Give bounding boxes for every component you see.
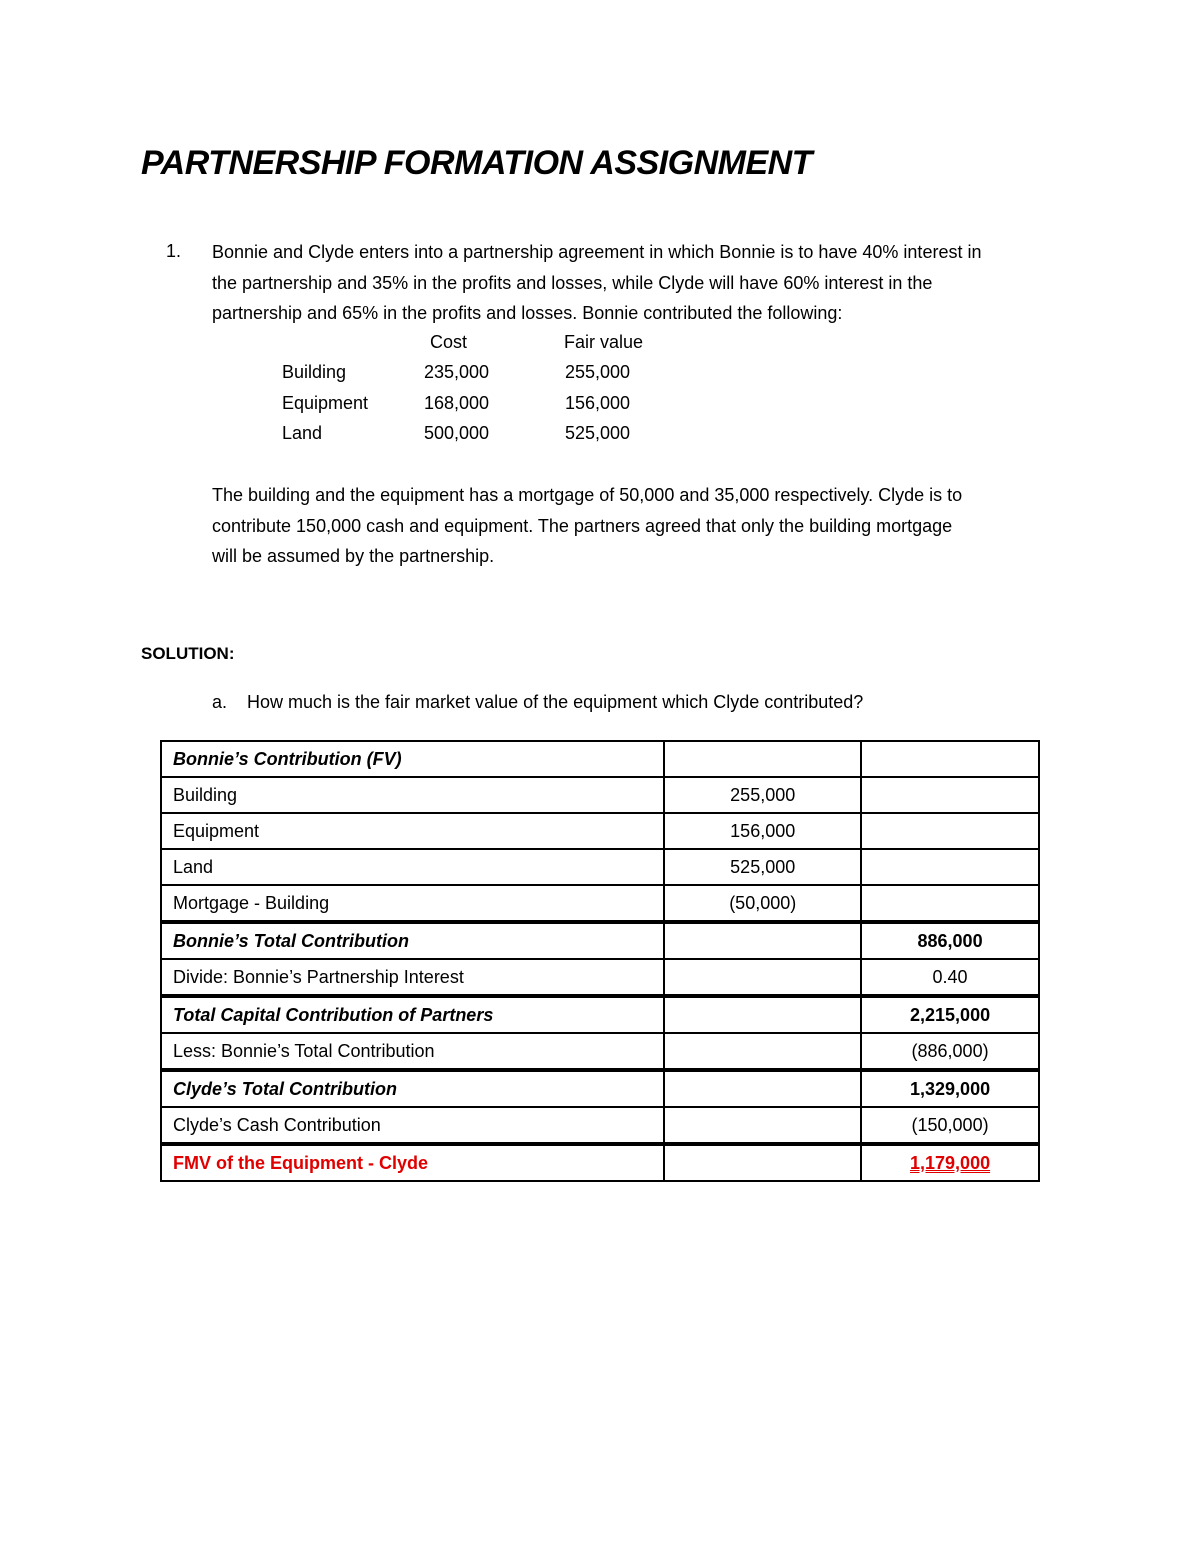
amount-cell <box>664 996 861 1033</box>
row-label: Less: Bonnie’s Total Contribution <box>161 1033 664 1070</box>
total-cell <box>861 813 1039 849</box>
total-cell: 2,215,000 <box>861 996 1039 1033</box>
problem-line: partnership and 65% in the profits and losses. Bonnie contributed the following: <box>212 303 843 323</box>
fair-value-header: Fair value <box>564 332 644 352</box>
problem-paragraph <box>212 237 1072 329</box>
row-label: Clyde’s Cash Contribution <box>161 1107 664 1144</box>
cost-value: 235,000 <box>424 362 490 382</box>
total-cell: 1,329,000 <box>861 1070 1039 1107</box>
total-cell: (886,000) <box>861 1033 1039 1070</box>
table-row <box>161 813 1039 849</box>
cost-value: 168,000 <box>424 393 490 413</box>
solution-table <box>160 740 1040 1182</box>
followup-line: will be assumed by the partnership. <box>212 546 495 566</box>
total-cell <box>861 849 1039 885</box>
total-cell: 0.40 <box>861 959 1039 996</box>
table-row <box>161 959 1039 996</box>
amount-cell <box>664 959 861 996</box>
asset-label: Land <box>282 423 323 443</box>
cost-header: Cost <box>430 332 468 352</box>
table-row <box>161 996 1039 1033</box>
table-row <box>161 885 1039 922</box>
question-letter: a. <box>212 692 228 712</box>
table-row <box>161 777 1039 813</box>
row-label: Bonnie’s Contribution (FV) <box>161 741 664 777</box>
amount-cell: 525,000 <box>664 849 861 885</box>
amount-cell: (50,000) <box>664 885 861 922</box>
table-row <box>161 1144 1039 1181</box>
amount-cell <box>664 1107 861 1144</box>
table-row <box>161 849 1039 885</box>
table-row <box>161 1070 1039 1107</box>
fair-value: 255,000 <box>565 362 631 382</box>
table-row <box>161 922 1039 959</box>
fair-value: 525,000 <box>565 423 631 443</box>
amount-cell <box>664 1070 861 1107</box>
followup-paragraph <box>212 480 1072 572</box>
document-title: PARTNERSHIP FORMATION ASSIGNMENT <box>141 144 812 182</box>
table-row <box>161 741 1039 777</box>
amount-cell <box>664 741 861 777</box>
question-text: How much is the fair market value of the equipment which Clyde contributed? <box>247 692 864 712</box>
total-cell: 886,000 <box>861 922 1039 959</box>
row-label: Mortgage - Building <box>161 885 664 922</box>
amount-cell <box>664 922 861 959</box>
amount-cell: 156,000 <box>664 813 861 849</box>
table-row <box>161 1107 1039 1144</box>
followup-line: contribute 150,000 cash and equipment. The partners agreed that only the building mortgage <box>212 515 953 536</box>
item-number: 1. <box>166 241 182 261</box>
problem-line: the partnership and 35% in the profits and losses, while Clyde will have 60% interest in the <box>212 272 933 293</box>
table-row <box>161 1033 1039 1070</box>
asset-label: Building <box>282 362 347 382</box>
row-label: Building <box>161 777 664 813</box>
total-cell <box>861 741 1039 777</box>
solution-heading: SOLUTION: <box>141 644 235 663</box>
row-label: Clyde’s Total Contribution <box>161 1070 664 1107</box>
amount-cell: 255,000 <box>664 777 861 813</box>
fair-value: 156,000 <box>565 393 631 413</box>
followup-line: The building and the equipment has a mortgage of 50,000 and 35,000 respectively. Clyde is to <box>212 485 963 505</box>
amount-cell <box>664 1033 861 1070</box>
row-label: Divide: Bonnie’s Partnership Interest <box>161 959 664 996</box>
total-cell <box>861 777 1039 813</box>
amount-cell <box>664 1144 861 1181</box>
cost-value: 500,000 <box>424 423 490 443</box>
total-cell <box>861 885 1039 922</box>
row-label: Equipment <box>161 813 664 849</box>
row-label: Bonnie’s Total Contribution <box>161 922 664 959</box>
answer-label: FMV of the Equipment - Clyde <box>161 1144 664 1181</box>
answer-value: 1,179,000 <box>861 1144 1039 1181</box>
row-label: Land <box>161 849 664 885</box>
problem-line: Bonnie and Clyde enters into a partnership agreement in which Bonnie is to have 40% interest in <box>212 242 982 262</box>
asset-label: Equipment <box>282 393 369 413</box>
row-label: Total Capital Contribution of Partners <box>161 996 664 1033</box>
total-cell: (150,000) <box>861 1107 1039 1144</box>
